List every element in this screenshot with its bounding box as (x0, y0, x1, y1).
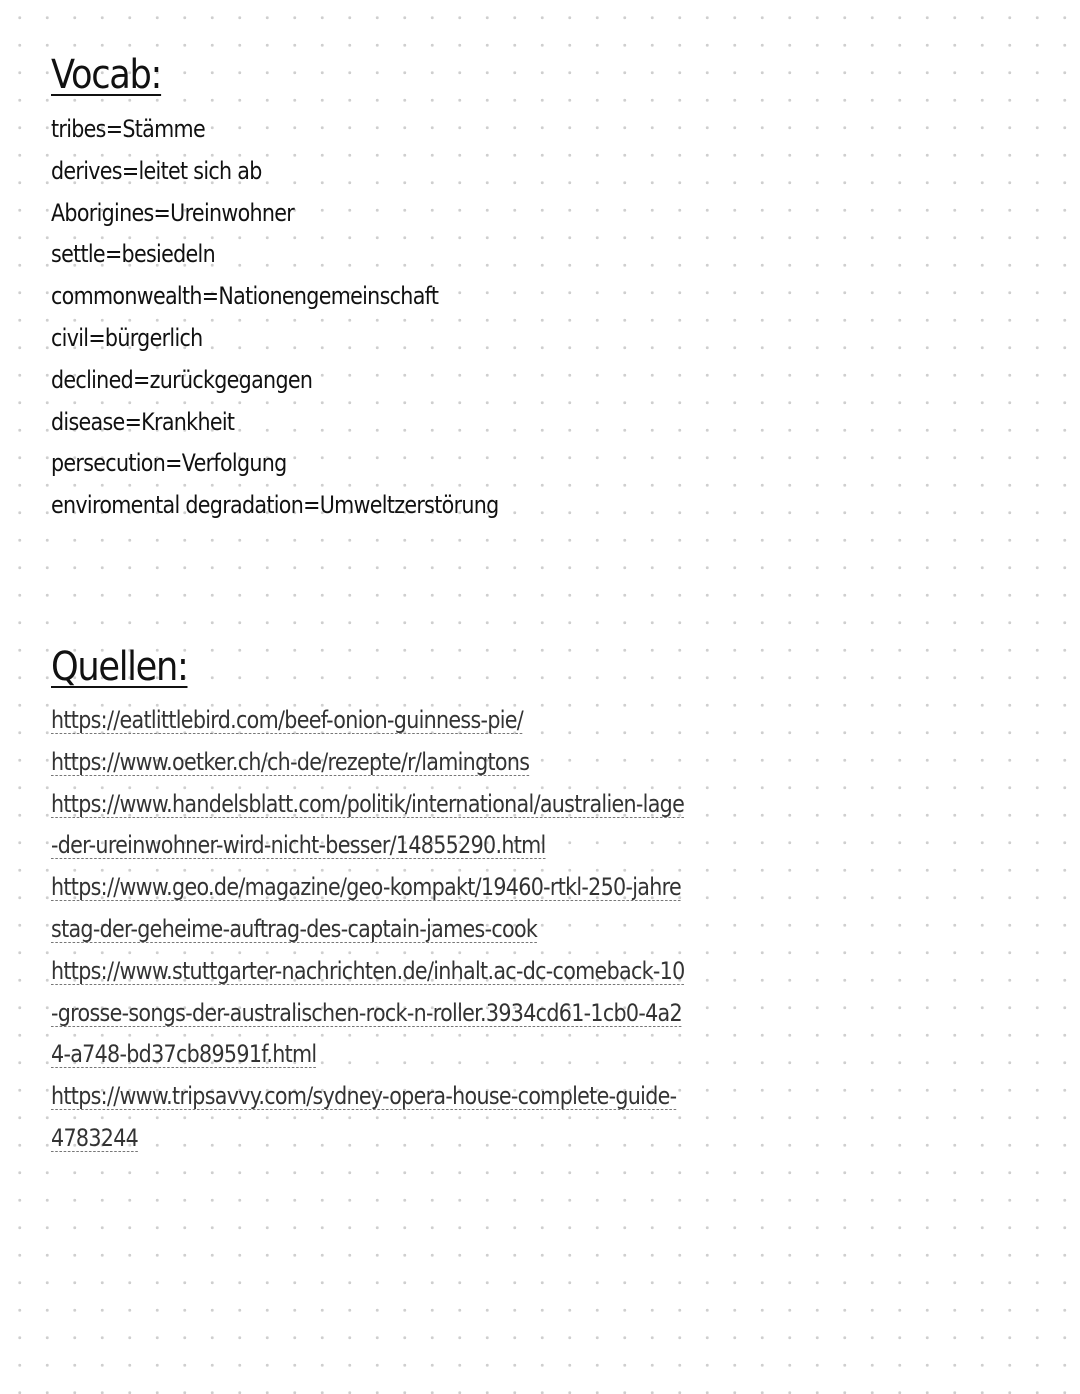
source-link[interactable]: https://www.oetker.ch/ch-de/rezepte/r/lamingtons (51, 747, 530, 776)
vocab-item: derives=leitet sich ab (51, 156, 262, 185)
vocab-list (51, 109, 571, 527)
source-link[interactable]: https://www.tripsavvy.com/sydney-opera-house-complete-guide-4783244 (51, 1082, 677, 1152)
source-item (51, 742, 811, 784)
sources-list (51, 700, 811, 1160)
source-item (51, 784, 811, 868)
vocab-heading: Vocab: (51, 52, 162, 98)
source-item (51, 867, 811, 951)
source-item (51, 1076, 811, 1160)
vocab-item: civil=bürgerlich (51, 323, 203, 352)
vocab-item: tribes=Stämme (51, 115, 205, 143)
vocab-item: enviromental degradation=Umweltzerstörung (51, 491, 499, 520)
source-item (51, 951, 811, 1076)
vocab-item: commonwealth=Nationengemeinschaft (51, 282, 439, 311)
source-link[interactable]: https://eatlittlebird.com/beef-onion-guinness-pie/ (51, 706, 524, 734)
vocab-item: settle=besiedeln (51, 240, 215, 269)
source-link[interactable]: https://www.handelsblatt.com/politik/international/australien-lage-der-ureinwohner-wird-nicht-besser/14855290.html (51, 789, 685, 860)
vocab-item: Aborigines=Ureinwohner (51, 198, 295, 227)
sources-heading: Quellen: (51, 644, 188, 690)
vocab-item: persecution=Verfolgung (51, 449, 287, 478)
source-link[interactable]: https://www.geo.de/magazine/geo-kompakt/19460-rtkl-250-jahrestag-der-geheime-auftrag-des-captain-james-cook (51, 873, 682, 943)
vocab-item: disease=Krankheit (51, 407, 235, 436)
vocab-item: declined=zurückgegangen (51, 365, 313, 394)
source-item (51, 700, 811, 742)
source-link[interactable]: https://www.stuttgarter-nachrichten.de/inhalt.ac-dc-comeback-10-grosse-songs-der-australischen-rock-n-roller.3934cd61-1cb0-4a24-a748-bd37cb89591f.html (51, 956, 685, 1069)
